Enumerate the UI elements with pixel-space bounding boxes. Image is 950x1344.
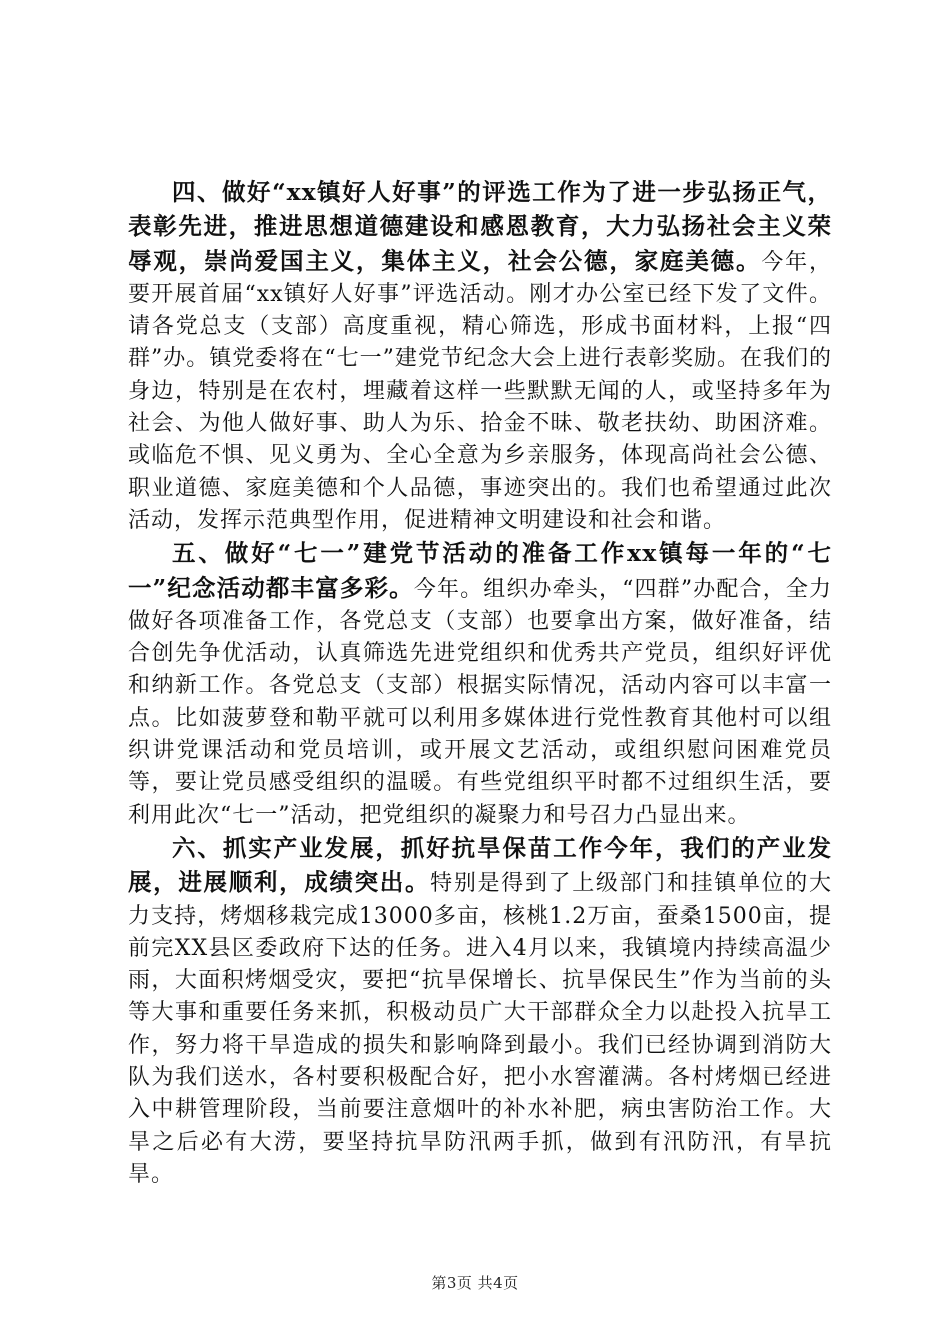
page-number-footer: 第3页 共4页 [431, 1274, 519, 1292]
paragraph-four-heading: 四、做好“xx镇好人好事”的评选工作为了进一步弘扬正气，表彰先进，推进思想道德建设和感恩教育，大力弘扬社会主义荣辱观，崇尚爱国主义，集体主义，社会公德，家庭美德。 [128, 178, 832, 275]
paragraph-five-text: 今年。组织办牵头，“四群”办配合，全力做好各项准备工作，各党总支（支部）也要拿出方案，做好准备，结合创先争优活动，认真筛选先进党组织和优秀共产党员，组织好评优和纳新工作。各党总支（支部）根据实际情况，活动内容可以丰富一点。比如菠萝登和勒平就可以利用多媒体进行党性教育其他村可以组织讲党课活动和党员培训，或开展文艺活动，或组织慰问困难党员等，要让党员感受组织的温暖。有些党组织平时都不过组织生活，要利用此次“七一”活动，把党组织的凝聚力和号召力凸显出来。 [128, 576, 832, 828]
paragraph-five-heading: 五、做好“七一”建党节活动的准备工作xx镇每一年的“七一”纪念活动都丰富多彩。 [128, 539, 832, 602]
paragraph-six-heading: 六、抓实产业发展，抓好抗旱保苗工作今年，我们的产业发展，进展顺利，成绩突出。 [128, 833, 832, 897]
paragraph-five [128, 537, 832, 832]
paragraph-six [128, 832, 832, 1191]
document-body [128, 176, 832, 1191]
paragraph-six-text: 特别是得到了上级部门和挂镇单位的大力支持，烤烟移栽完成13000多亩，核桃1.2万亩，蚕桑1500亩，提前完XX县区委政府下达的任务。进入4月以来，我镇境内持续高温少雨，大面积烤烟受灾，要把“抗旱保增长、抗旱保民生”作为当前的头等大事和重要任务来抓，积极动员广大干部群众全力以赴投入抗旱工作，努力将干旱造成的损失和影响降到最小。我们已经协调到消防大队为我们送水，各村要积极配合好，把小水窖灌满。各村烤烟已经进入中耕管理阶段，当前要注意烟叶的补水补肥，病虫害防治工作。大旱之后必有大涝，要坚持抗旱防汛两手抓，做到有汛防汛，有旱抗旱。 [128, 871, 832, 1187]
paragraph-four-text: 今年，要开展首届“xx镇好人好事”评选活动。刚才办公室已经下发了文件。请各党总支（支部）高度重视，精心筛选，形成书面材料，上报“四群”办。镇党委将在“七一”建党节纪念大会上进行表彰奖励。在我们的身边，特别是在农村，埋藏着这样一些默默无闻的人，或坚持多年为社会、为他人做好事、助人为乐、拾金不昧、敬老扶幼、助困济难。或临危不惧、见义勇为、全心全意为乡亲服务，体现高尚社会公德、职业道德、家庭美德和个人品德，事迹突出的。我们也希望通过此次活动，发挥示范典型作用，促进精神文明建设和社会和谐。 [128, 249, 832, 533]
paragraph-four [128, 176, 832, 537]
